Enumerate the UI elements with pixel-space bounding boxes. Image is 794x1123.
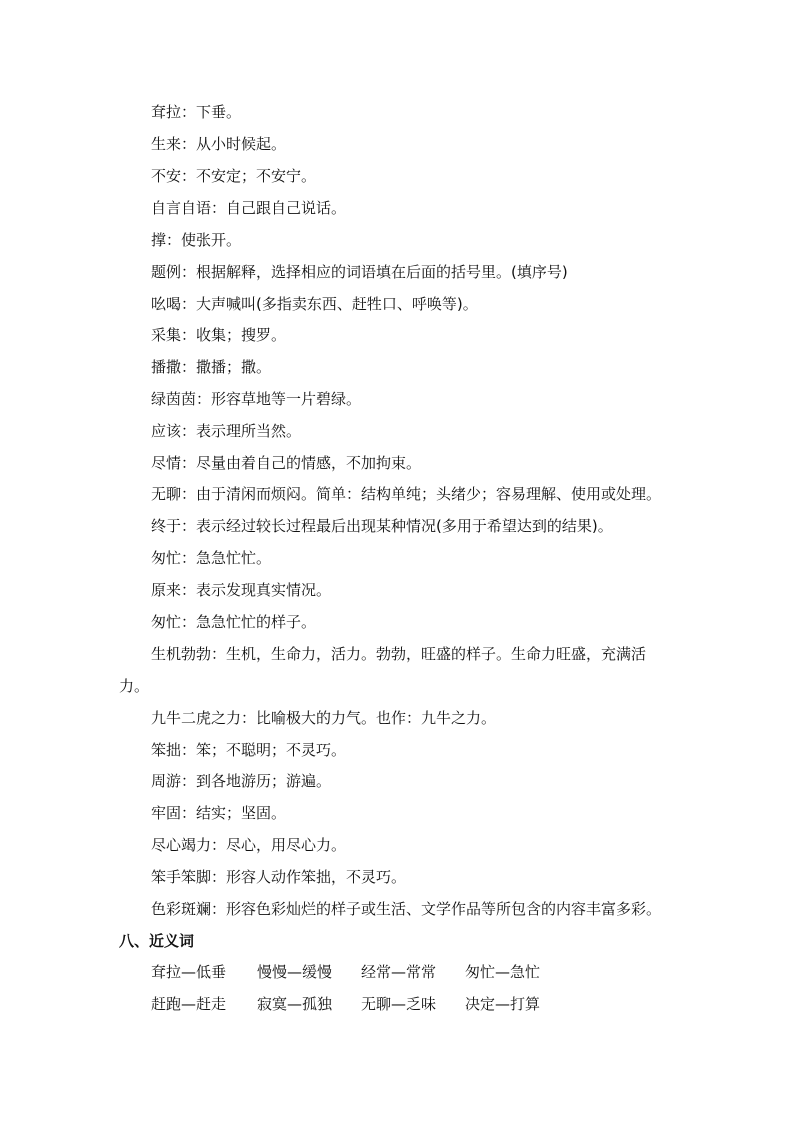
definition-line: 吆喝：大声喊叫(多指卖东西、赶牲口、呼唤等)。	[151, 295, 478, 313]
definition-line: 周游：到各地游历；游遍。	[151, 772, 332, 790]
synonym-pair: 匆忙—急忙	[465, 963, 541, 981]
section-heading: 八、近义词	[119, 932, 195, 950]
definition-line: 牢固：结实；坚固。	[151, 804, 287, 822]
definition-line: 题例：根据解释，选择相应的词语填在后面的括号里。(填序号)	[151, 263, 568, 281]
synonym-row	[151, 994, 591, 1014]
definition-line: 原来：表示发现真实情况。	[151, 581, 332, 599]
synonym-pair: 无聊—乏味	[361, 995, 437, 1013]
definition-line: 生机勃勃：生机，生命力，活力。勃勃，旺盛的样子。生命力旺盛，充满活	[151, 645, 647, 663]
definition-line: 色彩斑斓：形容色彩灿烂的样子或生活、文学作品等所包含的内容丰富多彩。	[151, 900, 662, 918]
synonym-pair: 慢慢—缓慢	[257, 963, 333, 981]
definition-line: 采集：收集；搜罗。	[151, 326, 287, 344]
definition-line: 笨手笨脚：形容人动作笨拙，不灵巧。	[151, 868, 407, 886]
definition-line: 生来：从小时候起。	[151, 135, 287, 153]
synonym-pair: 决定—打算	[465, 995, 541, 1013]
definition-line: 撑：使张开。	[151, 231, 242, 249]
synonym-pair: 耷拉—低垂	[151, 963, 227, 981]
definition-line: 尽情：尽量由着自己的情感，不加拘束。	[151, 454, 422, 472]
definition-line: 匆忙：急急忙忙的样子。	[151, 613, 317, 631]
synonym-pair: 经常—常常	[361, 963, 437, 981]
definition-line: 终于：表示经过较长过程最后出现某种情况(多用于希望达到的结果)。	[151, 517, 613, 535]
definition-line: 尽心竭力：尽心，用尽心力。	[151, 836, 347, 854]
synonym-row	[151, 962, 591, 982]
definition-line-continuation: 力。	[119, 677, 150, 695]
synonym-pair: 寂寞—孤独	[257, 995, 333, 1013]
definition-line: 无聊：由于清闲而烦闷。简单：结构单纯；头绪少；容易理解、使用或处理。	[151, 485, 662, 503]
definition-line: 九牛二虎之力：比喻极大的力气。也作：九牛之力。	[151, 709, 497, 727]
definition-line: 自言自语：自己跟自己说话。	[151, 199, 347, 217]
definition-line: 绿茵茵：形容草地等一片碧绿。	[151, 390, 362, 408]
synonym-pair: 赶跑—赶走	[151, 995, 227, 1013]
definition-line: 应该：表示理所当然。	[151, 422, 302, 440]
definition-line: 笨拙：笨；不聪明；不灵巧。	[151, 741, 347, 759]
definition-line: 不安：不安定；不安宁。	[151, 167, 317, 185]
definition-line: 匆忙：急急忙忙。	[151, 549, 272, 567]
definition-line: 耷拉：下垂。	[151, 103, 242, 121]
definition-line: 播撒：撒播；撒。	[151, 358, 272, 376]
